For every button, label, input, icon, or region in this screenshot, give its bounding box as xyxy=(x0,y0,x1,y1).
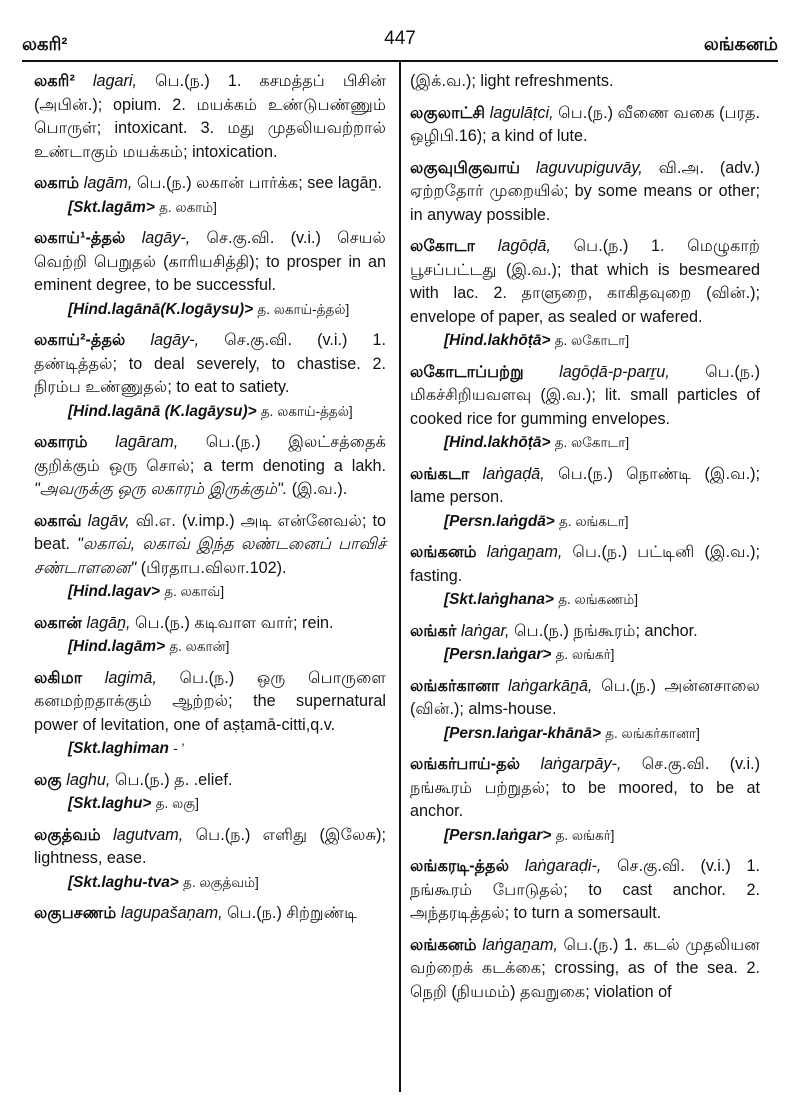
etymology-tamil: த. லகுத்வம்] xyxy=(183,874,259,890)
entry-headword: லகுவுபிகுவாய் xyxy=(410,158,521,177)
header-left-guide-word: லகரி² xyxy=(22,34,68,54)
entry-definition xyxy=(34,769,386,793)
entry-body-text: பெ.(ந.) மிகச்சிறியவளவு (இ.வ.); lit. small particles of cooked rice for gumming envelopes. xyxy=(410,362,760,428)
entry-definition xyxy=(34,70,386,164)
etymology-tamil: த. லகாய்-த்தல்] xyxy=(257,301,350,317)
etymology-source: [Skt.laghu> xyxy=(68,795,152,812)
dictionary-entry xyxy=(410,463,760,534)
entry-transliteration: lagāy-, xyxy=(150,331,200,349)
entry-etymology xyxy=(34,635,386,659)
entry-body-text: பெ.(ந.) நங்கூரம்; anchor. xyxy=(509,621,698,640)
entry-headword: லங்கரடி-த்தல் xyxy=(410,857,510,875)
entry-body-text: பெ.(ந.) கடிவாள வார்; rein. xyxy=(130,613,334,632)
entry-definition xyxy=(410,675,760,722)
dictionary-entry xyxy=(410,934,760,1005)
entry-headword: லகுத்வம் xyxy=(34,825,101,844)
etymology-tamil: த. லங்கடா] xyxy=(559,513,629,529)
entry-headword: லகிமா xyxy=(34,668,83,687)
entry-etymology xyxy=(410,643,760,667)
entry-definition xyxy=(34,227,386,298)
etymology-source: [Persn.laṅgar-khānā> xyxy=(444,724,601,742)
continued-entry-text: (இக்.வ.); light refreshments. xyxy=(410,72,614,90)
entry-body-text: செ.கு.வி. (v.i.) நங்கூரம் பற்றுதல்; to be moored, to be at anchor. xyxy=(410,755,760,820)
etymology-tamil: த. லகாய்-த்தல்] xyxy=(260,403,353,419)
entry-body-text: பெ.(ந.) வீணை வகை (பரத. ஒழிபி.16); a kind of lute. xyxy=(410,103,760,145)
entry-definition xyxy=(410,102,760,149)
left-column xyxy=(34,70,386,934)
entry-transliteration: laṅgarkāṉā, xyxy=(507,676,593,695)
dictionary-entry xyxy=(410,102,760,149)
entry-transliteration: laṅgar, xyxy=(460,621,510,640)
entry-transliteration: lagāy-, xyxy=(141,229,191,247)
etymology-source: [Hind.lakhōṭā> xyxy=(444,332,551,349)
dictionary-entry xyxy=(410,541,760,612)
etymology-tamil: த. லகாவ்] xyxy=(164,584,225,599)
entry-headword: லகாவ் xyxy=(34,511,82,530)
entry-headword: லகாய்¹-த்தல் xyxy=(34,229,126,247)
entry-definition xyxy=(34,172,386,196)
entry-transliteration: lagāv, xyxy=(87,511,130,530)
entry-definition xyxy=(410,541,760,588)
entry-transliteration: laghu, xyxy=(66,770,111,789)
entry-etymology xyxy=(34,737,386,761)
dictionary-entry xyxy=(410,753,760,847)
dictionary-entry xyxy=(410,855,760,926)
entry-definition xyxy=(34,902,386,926)
entry-definition xyxy=(410,620,760,644)
entry-body-text: பெ.(ந.) எளிது (இலேசு); lightness, ease. xyxy=(34,825,387,867)
etymology-source: [Skt.laghu-tva> xyxy=(68,873,179,891)
etymology-source: [Hind.lagānā (K.lagāysu)> xyxy=(68,402,257,420)
entry-definition xyxy=(410,157,760,228)
entry-body-text: பெ.(ந.) த. .elief. xyxy=(110,770,233,789)
header-right-guide-word: லங்கனம் xyxy=(703,34,778,54)
page-header xyxy=(22,28,778,60)
entry-body-text: பெ.(ந.) நொண்டி (இ.வ.); lame person. xyxy=(410,464,761,506)
entry-body-text: வி.எ. (v.imp.) அடி என்னேவல்; to beat. xyxy=(34,511,386,553)
entry-etymology xyxy=(410,329,760,353)
entry-definition xyxy=(410,855,760,926)
entry-body-text: பெ.(ந.) இலட்சத்தைக் குறிக்கும் ஒரு சொல்; a term denoting a lakh. xyxy=(34,433,386,475)
right-column-entries xyxy=(410,102,760,1005)
entry-body-text: பெ.(ந.) பட்டினி (இ.வ.); fasting. xyxy=(410,543,760,585)
entry-transliteration: lagām, xyxy=(83,174,133,192)
etymology-tamil: த. லகோடா] xyxy=(554,435,630,450)
entry-headword: லகாய்²-த்தல் xyxy=(34,331,126,349)
entry-definition xyxy=(34,824,386,871)
entry-headword: லகு xyxy=(34,770,62,789)
entry-etymology xyxy=(34,400,386,424)
entry-etymology xyxy=(34,298,386,322)
entry-transliteration: lagōḍā-p-parṟu, xyxy=(559,362,670,381)
etymology-source: [Skt.lagām> xyxy=(68,198,155,216)
entry-transliteration: lagari, xyxy=(92,72,137,90)
entry-headword: லகோடாப்பற்று xyxy=(410,362,524,381)
entry-transliteration: laṅgaṉam, xyxy=(486,543,563,561)
entry-body-text: செ.கு.வி. (v.i.) 1. நங்கூரம் போடுதல்; to cast anchor. 2. அந்தரடித்தல்; to turn a somersault. xyxy=(410,857,760,922)
entry-transliteration: lagimā, xyxy=(104,668,157,687)
entry-transliteration: laṅgaḍā, xyxy=(482,464,545,483)
entry-transliteration: lagāram, xyxy=(115,433,179,451)
entry-transliteration: laṅgarpāy-, xyxy=(540,755,622,773)
etymology-source: [Persn.laṅgar> xyxy=(444,826,552,844)
entry-transliteration: lagupašaṇam, xyxy=(120,904,223,922)
entry-headword: லகான் xyxy=(34,613,82,632)
entry-definition xyxy=(34,510,386,581)
entry-body-text: செ.கு.வி. (v.i.) செயல் வெற்றி பெறுதல் (காரியசித்தி); to prosper in an eminent degree, to be successful. xyxy=(34,229,386,294)
entry-definition xyxy=(410,753,760,824)
dictionary-entry xyxy=(34,769,386,816)
etymology-source: [Hind.lagānā(K.logāysu)> xyxy=(68,300,254,318)
entry-quotation: "லகாவ், லகாவ் இந்த லண்டனைப் பாவிச் சண்டாளனை" xyxy=(34,535,386,577)
entry-headword: லகுலாட்சி xyxy=(410,103,486,122)
dictionary-entry xyxy=(34,172,386,219)
entry-definition xyxy=(410,463,760,510)
dictionary-entry xyxy=(34,227,386,321)
dictionary-entry xyxy=(34,510,386,604)
entry-etymology xyxy=(410,824,760,848)
etymology-tamil: த. லகான்] xyxy=(169,639,230,654)
entry-definition xyxy=(410,361,760,432)
entry-etymology xyxy=(410,588,760,612)
etymology-tamil: த. லங்கர்கானா] xyxy=(605,725,700,741)
entry-headword: லங்கர்பாய்-தல் xyxy=(410,755,521,773)
dictionary-entry xyxy=(34,431,386,502)
etymology-source: [Hind.lagām> xyxy=(68,638,166,655)
entry-citation: (இ.வ.). xyxy=(287,480,348,498)
entry-etymology xyxy=(34,792,386,816)
entry-citation: (பிரதாப.விலா.102). xyxy=(136,558,287,577)
entry-transliteration: laguvupiguvāy, xyxy=(535,158,643,177)
entry-transliteration: lagutvam, xyxy=(113,825,184,844)
entry-etymology xyxy=(34,871,386,895)
etymology-tamil: - ’ xyxy=(173,741,185,756)
entry-headword: லகோடா xyxy=(410,237,476,255)
entry-definition xyxy=(34,431,386,502)
entry-headword: லகுபசணம் xyxy=(34,904,117,922)
entry-etymology xyxy=(34,580,386,604)
entry-body-text: பெ.(ந.) சிற்றுண்டி xyxy=(222,904,358,922)
entry-body-text: பெ.(ந.) லகான் பார்க்க; see lagāṉ. xyxy=(132,174,382,192)
entry-headword: லங்கனம் xyxy=(410,935,477,954)
dictionary-entry xyxy=(34,329,386,423)
etymology-source: [Skt.laṅghana> xyxy=(444,591,554,608)
entry-definition xyxy=(34,667,386,738)
entry-body-text: பெ.(ந.) 1. கசமத்தப் பிசின் (அபின்.); opium. 2. மயக்கம் உண்டுபண்ணும் பொருள்; intoxicant. 3. மது முதலியவற்றால் உண்டாகும் மயக்கம்; intoxication. xyxy=(34,72,386,161)
etymology-source: [Persn.laṅgdā> xyxy=(444,512,555,530)
etymology-tamil: த. லகாம்] xyxy=(159,199,217,215)
column-divider xyxy=(399,62,401,1092)
etymology-tamil: த. லங்கர்] xyxy=(555,647,615,662)
entry-transliteration: lagāṉ, xyxy=(86,613,131,632)
entry-headword: லங்கனம் xyxy=(410,543,477,561)
entry-body-text: செ.கு.வி. (v.i.) 1. தண்டித்தல்; to deal severely, to chastise. 2. நிரம்ப உண்ணுதல்; to eat to satiety. xyxy=(34,331,386,396)
right-column xyxy=(410,70,760,1012)
entry-headword: லங்கர்கானா xyxy=(410,676,500,695)
entry-definition xyxy=(34,612,386,636)
entry-transliteration: laṅgaṉam, xyxy=(482,935,558,954)
entry-definition xyxy=(410,235,760,329)
entry-definition xyxy=(410,934,760,1005)
entry-transliteration: laṅgaraḍi-, xyxy=(524,857,602,875)
etymology-tamil: த. லங்கர்] xyxy=(555,827,615,843)
dictionary-entry xyxy=(410,675,760,746)
entry-headword: லங்கர் xyxy=(410,621,457,640)
entry-transliteration: lagōḍā, xyxy=(497,237,551,255)
etymology-source: [Persn.laṅgar> xyxy=(444,646,552,663)
entry-transliteration: lagulāṭci, xyxy=(489,103,554,122)
entry-body-text: பெ.(ந.) ஒரு பொருளை கனமற்றதாக்கும் ஆற்றல்; the supernatural power of levitation, one of aṣṭamā-citti,q.v. xyxy=(34,668,386,734)
entry-quotation: "அவருக்கு ஒரு லகாரம் இருக்கும்". xyxy=(34,480,288,498)
etymology-source: [Hind.lagav> xyxy=(68,583,160,600)
etymology-tamil: த. லங்கணம்] xyxy=(558,592,638,607)
entry-etymology xyxy=(410,722,760,746)
entry-body-text: பெ.(ந.) அன்னசாலை (வின்.); alms-house. xyxy=(410,676,760,718)
etymology-tamil: த. லகு] xyxy=(155,796,199,811)
entry-body-text: பெ.(ந.) 1. கடல் முதலியன வற்றைக் கடக்கை; crossing, as of the sea. 2. நெறி (நியமம்) தவறுகை; violation of xyxy=(410,935,760,1001)
entry-headword: லங்கடா xyxy=(410,464,470,483)
dictionary-entry xyxy=(34,70,386,164)
entry-etymology xyxy=(34,196,386,220)
dictionary-entry xyxy=(410,620,760,667)
etymology-source: [Skt.laghiman xyxy=(68,740,169,757)
dictionary-entry xyxy=(410,235,760,353)
entry-headword: லகரி² xyxy=(34,72,75,90)
page-number: 447 xyxy=(384,28,416,49)
entry-body-text: வி.அ. (adv.) ஏற்றதோர் முறையில்; by some means or other; in anyway possible. xyxy=(410,158,760,224)
dictionary-entry xyxy=(34,824,386,895)
dictionary-entry xyxy=(410,157,760,228)
dictionary-entry xyxy=(410,361,760,455)
dictionary-entry xyxy=(34,612,386,659)
entry-definition xyxy=(34,329,386,400)
entry-etymology xyxy=(410,431,760,455)
entry-headword: லகாம் xyxy=(34,174,80,192)
entry-body-text: பெ.(ந.) 1. மெழுகாற் பூசப்பட்டது (இ.வ.); that which is besmeared with lac. 2. தாளுறை, காகிதவுறை (வின்.); envelope of paper, as sealed or wafered. xyxy=(410,237,760,326)
etymology-source: [Hind.lakhōṭā> xyxy=(444,434,551,451)
entry-etymology xyxy=(410,510,760,534)
etymology-tamil: த. லகோடா] xyxy=(554,333,630,348)
entry-headword: லகாரம் xyxy=(34,433,88,451)
dictionary-entry xyxy=(34,902,386,926)
dictionary-entry xyxy=(34,667,386,761)
